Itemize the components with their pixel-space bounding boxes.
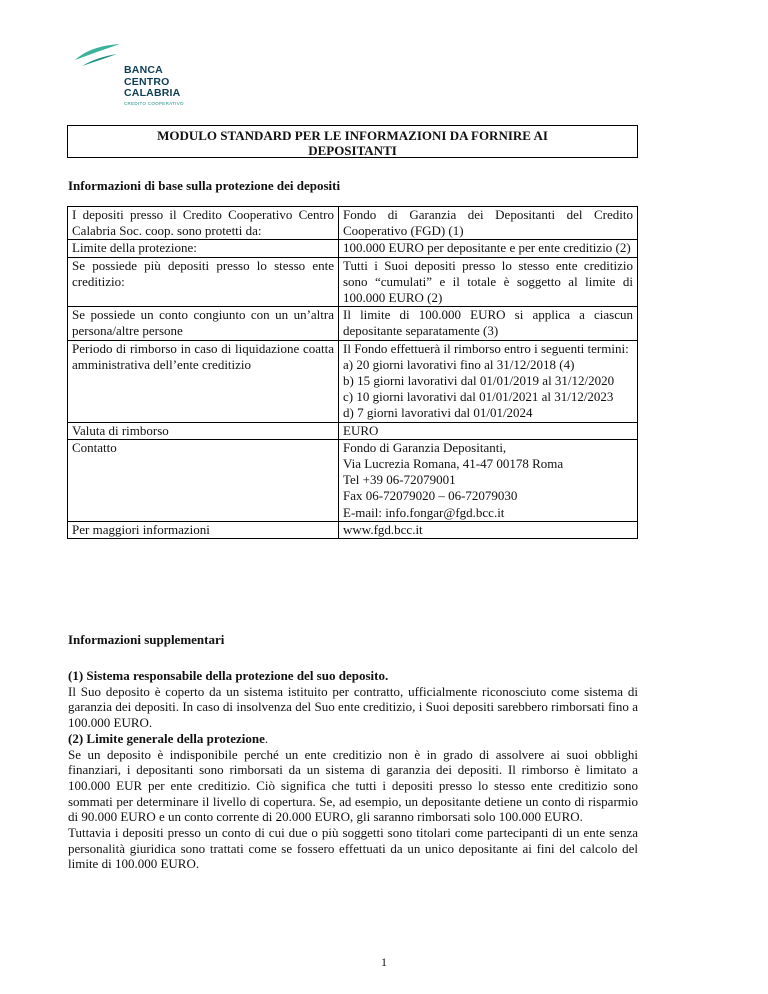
section-heading-basic: Informazioni di base sulla protezione dei depositi bbox=[68, 178, 341, 193]
row-value-line: Tutti i Suoi depositi presso lo stesso ente creditizio sono “cumulati” e il totale è soggetto al limite di 100.000 EURO (2) bbox=[343, 257, 633, 306]
row-value-line: Via Lucrezia Romana, 41-47 00178 Roma bbox=[343, 456, 564, 472]
table-row bbox=[68, 521, 638, 538]
row-value-line: E-mail: info.fongar@fgd.bcc.it bbox=[343, 504, 505, 520]
row-value-line: Fax 06-72079020 – 06-72079030 bbox=[343, 488, 518, 504]
row-value bbox=[339, 521, 638, 538]
table-row bbox=[68, 422, 638, 439]
row-label: Se possiede più depositi presso lo stesso ente creditizio: bbox=[68, 257, 339, 307]
table-row bbox=[68, 439, 638, 521]
note-2-title: (2) Limite generale della protezione. bbox=[68, 730, 269, 746]
note-2-title-text: (2) Limite generale della protezione bbox=[68, 730, 265, 746]
row-label: Contatto bbox=[68, 439, 339, 521]
row-value bbox=[339, 257, 638, 307]
title-line-2: DEPOSITANTI bbox=[308, 143, 397, 158]
row-label: Per maggiori informazioni bbox=[68, 521, 339, 538]
logo-line-2: CENTRO bbox=[124, 75, 170, 88]
row-value-line: EURO bbox=[343, 422, 379, 438]
note-1-title: (1) Sistema responsabile della protezione del suo deposito. bbox=[68, 668, 389, 683]
table-row bbox=[68, 307, 638, 340]
bank-logo bbox=[72, 40, 212, 112]
row-value-line: a) 20 giorni lavorativi fino al 31/12/2018 (4) bbox=[343, 356, 575, 372]
supplementary-notes bbox=[68, 668, 638, 872]
row-value bbox=[339, 439, 638, 521]
row-value-line: Tel +39 06-72079001 bbox=[343, 472, 456, 488]
row-value bbox=[339, 240, 638, 257]
row-label: Valuta di rimborso bbox=[68, 422, 339, 439]
table-row bbox=[68, 240, 638, 257]
row-value-line: b) 15 giorni lavorativi dal 01/01/2019 al 31/12/2020 bbox=[343, 373, 615, 389]
row-label: Limite della protezione: bbox=[68, 240, 339, 257]
row-value-line: Il limite di 100.000 EURO si applica a ciascun depositante separatamente (3) bbox=[343, 307, 633, 339]
row-value bbox=[339, 340, 638, 422]
logo-subtitle: CREDITO COOPERATIVO bbox=[124, 101, 184, 106]
table-row bbox=[68, 340, 638, 422]
row-value-line: Fondo di Garanzia dei Depositanti del Credito Cooperativo (FGD) (1) bbox=[343, 207, 633, 239]
table-row bbox=[68, 257, 638, 307]
logo-wordmark bbox=[124, 65, 180, 100]
row-label: I depositi presso il Credito Cooperativo Centro Calabria Soc. coop. sono protetti da: bbox=[68, 207, 339, 240]
row-value-line: 100.000 EURO per depositante e per ente creditizio (2) bbox=[343, 240, 631, 256]
note-1-text: Il Suo deposito è coperto da un sistema istituito per contratto, ufficialmente riconosciuto come sistema di garanzia dei depositi. In caso di insolvenza del Suo ente creditizio, i Suoi depositi sarebbero rimborsati fino a 100.000 EURO. bbox=[68, 683, 638, 731]
note-2-text-2: Tuttavia i depositi presso un conto di cui due o più soggetti sono titolari come partecipanti di un ente senza personalità giuridica sono trattati come se fossero effettuati da un unico depositante ai fini del calcolo del limite di 100.000 EURO. bbox=[68, 825, 638, 872]
logo-swoosh-icon bbox=[72, 40, 132, 70]
row-value-line: c) 10 giorni lavorativi dal 01/01/2021 al 31/12/2023 bbox=[343, 389, 614, 405]
protection-info-table bbox=[67, 206, 638, 539]
table-row bbox=[68, 207, 638, 240]
row-label: Periodo di rimborso in caso di liquidazione coatta amministrativa dell’ente creditizio bbox=[68, 340, 339, 422]
row-value bbox=[339, 422, 638, 439]
note-2-text-1: Se un deposito è indisponibile perché un ente creditizio non è in grado di assolvere ai suoi obblighi finanziari, i depositanti sono rimborsati da un sistema di garanzia dei depositi. Il rimborso è limitato a 100.000 EUR per ente creditizio. Ciò significa che tutti i depositi presso lo stesso ente creditizio sono sommati per determinare il livello di copertura. Se, ad esempio, un depositante detiene un conto di risparmio di 90.000 EURO e un conto corrente di 20.000 EURO, gli saranno rimborsati solo 100.000 EURO. bbox=[68, 746, 638, 825]
title-line-1: MODULO STANDARD PER LE INFORMAZIONI DA FORNIRE AI bbox=[157, 128, 548, 143]
row-value bbox=[339, 307, 638, 340]
row-value-line: d) 7 giorni lavorativi dal 01/01/2024 bbox=[343, 405, 533, 421]
page-number: 1 bbox=[381, 955, 387, 969]
logo-line-3: CALABRIA bbox=[124, 87, 181, 99]
row-label: Se possiede un conto congiunto con un un’altra persona/altre persone bbox=[68, 307, 339, 340]
section-heading-supplementary: Informazioni supplementari bbox=[68, 632, 225, 647]
row-value bbox=[339, 207, 638, 240]
row-value-line: Fondo di Garanzia Depositanti, bbox=[343, 439, 507, 455]
document-title bbox=[67, 125, 638, 158]
row-value-line: Il Fondo effettuerà il rimborso entro i seguenti termini: bbox=[343, 340, 629, 356]
row-value-line: www.fgd.bcc.it bbox=[343, 521, 423, 537]
logo-line-1: BANCA bbox=[124, 64, 163, 76]
